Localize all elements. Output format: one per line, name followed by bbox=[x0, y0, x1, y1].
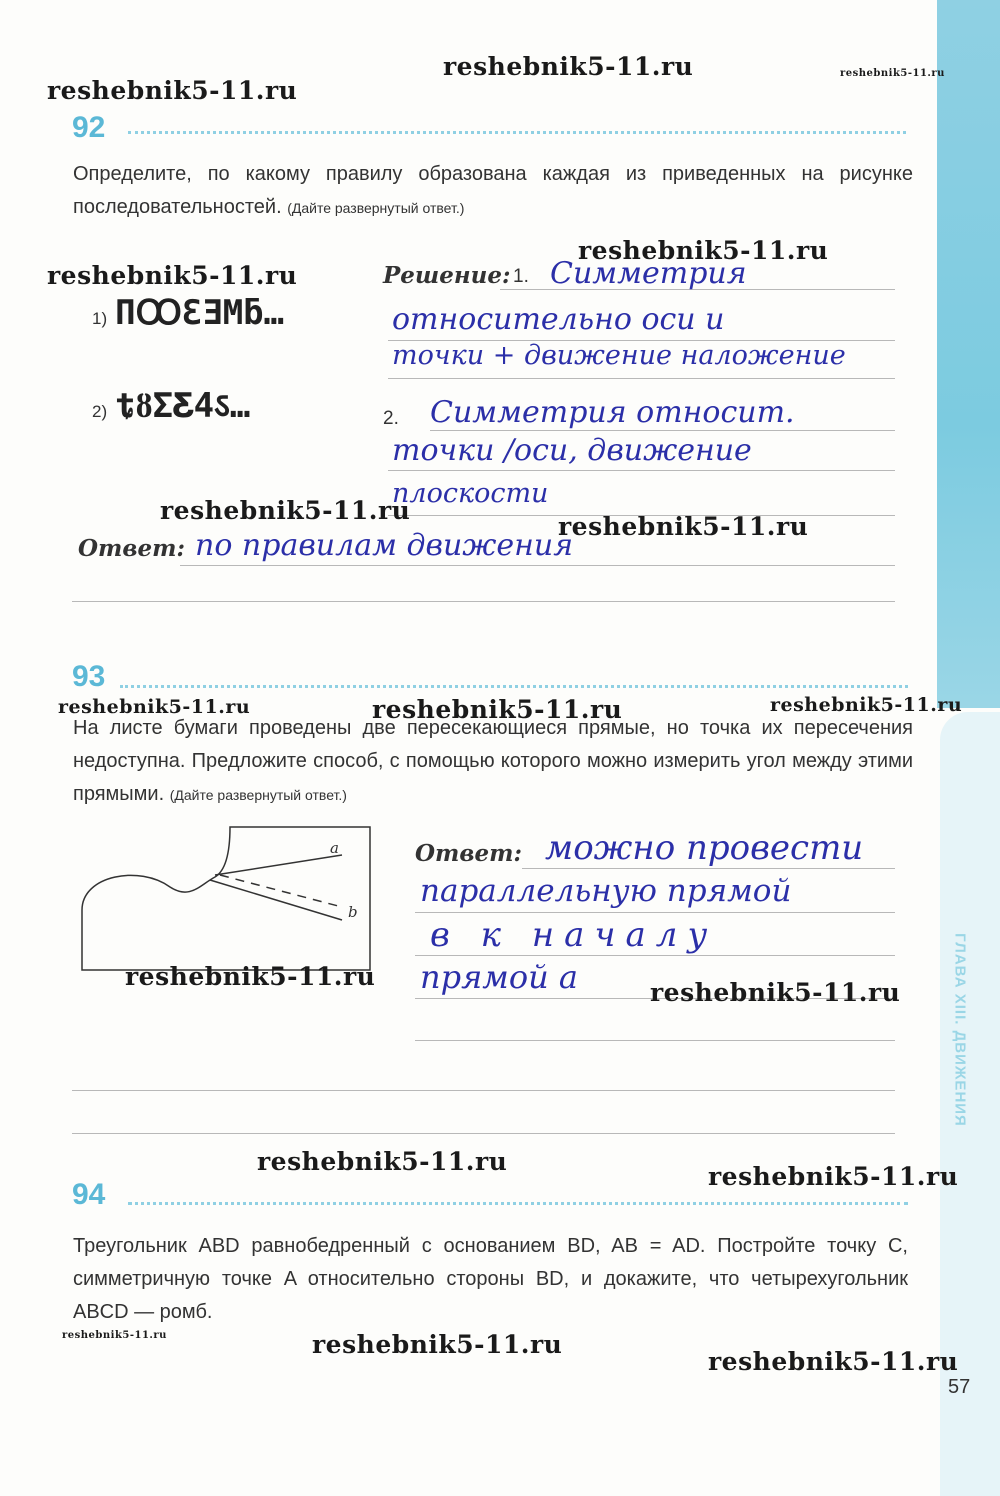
answer-line bbox=[415, 1040, 895, 1041]
handwriting-line: параллельную прямой bbox=[420, 873, 792, 909]
watermark: reshebnik5-11.ru bbox=[47, 76, 298, 105]
answer-label-92: Ответ: bbox=[78, 535, 185, 562]
watermark: reshebnik5-11.ru bbox=[58, 696, 251, 718]
handwriting-line: прямой а bbox=[420, 958, 578, 996]
solution-label: Решение: bbox=[383, 262, 511, 289]
watermark: reshebnik5-11.ru bbox=[160, 496, 411, 525]
answer-line bbox=[72, 1090, 895, 1091]
watermark: reshebnik5-11.ru bbox=[443, 52, 694, 81]
answer-line bbox=[388, 470, 895, 471]
side-tab-decoration bbox=[937, 0, 1000, 708]
dotted-separator bbox=[128, 1202, 908, 1205]
item-1-number: 1. bbox=[513, 266, 529, 287]
handwriting-line: точки /оси, движение bbox=[392, 433, 752, 468]
handwriting-line: относительно оси и bbox=[392, 302, 725, 337]
answer-line bbox=[430, 430, 895, 431]
handwriting-line: в к началу bbox=[430, 915, 718, 955]
label-b: b bbox=[348, 903, 358, 921]
sequence-2: 2) ȶȣƩƸ4ऽ… bbox=[92, 386, 251, 426]
watermark: reshebnik5-11.ru bbox=[840, 68, 945, 79]
answer-line bbox=[522, 868, 895, 869]
handwriting-line: точки + движение наложение bbox=[392, 340, 846, 371]
answer-handwriting-92: по правилам движения bbox=[195, 528, 574, 563]
watermark: reshebnik5-11.ru bbox=[62, 1330, 167, 1341]
line-b bbox=[210, 880, 342, 920]
answer-line bbox=[72, 1133, 895, 1134]
watermark: reshebnik5-11.ru bbox=[578, 236, 829, 265]
watermark: reshebnik5-11.ru bbox=[558, 512, 809, 541]
handwriting-line: Симметрия относит. bbox=[430, 395, 795, 430]
task-number-93: 93 bbox=[72, 660, 106, 693]
task-number-92: 92 bbox=[72, 111, 106, 144]
task-94-text: Треугольник ABD равнобедренный с основанием BD, AB = AD. Постройте точку C, симметричную точке A относительно стороны BD, и докажите, что четырехугольник ABCD — ромб. bbox=[73, 1235, 908, 1323]
task-93-text: На листе бумаги проведены две пересекающиеся прямые, но точка их пересечения недоступна. Предложите способ, с помощью которого можно измерить угол между этими прямыми. (Дайте развернутый ответ.) bbox=[73, 717, 913, 805]
sequence-1: 1) ПꝎƐƎMƃ… bbox=[92, 293, 285, 333]
answer-line bbox=[415, 955, 895, 956]
dotted-separator bbox=[120, 685, 908, 688]
watermark: reshebnik5-11.ru bbox=[257, 1147, 508, 1176]
task-92-text: Определите, по какому правилу образована каждая из приведенных на рисунке последовательностей. (Дайте развернутый ответ.) bbox=[73, 163, 913, 218]
handwriting-line: плоскости bbox=[392, 478, 549, 509]
chapter-label: ГЛАВА XIII. ДВИЖЕНИЯ bbox=[951, 933, 969, 1127]
task-number-94: 94 bbox=[72, 1178, 106, 1211]
page-number: 57 bbox=[948, 1376, 971, 1398]
label-a: a bbox=[330, 839, 339, 857]
watermark: reshebnik5-11.ru bbox=[708, 1347, 959, 1376]
paper-outline bbox=[82, 827, 370, 970]
line-a bbox=[215, 855, 342, 875]
watermark: reshebnik5-11.ru bbox=[770, 694, 963, 716]
answer-label-93: Ответ: bbox=[415, 840, 522, 867]
item-2-number: 2. bbox=[383, 408, 399, 429]
answer-line bbox=[388, 378, 895, 379]
watermark: reshebnik5-11.ru bbox=[47, 261, 298, 290]
handwriting-line: Симметрия bbox=[550, 256, 747, 291]
watermark: reshebnik5-11.ru bbox=[372, 695, 623, 724]
answer-line bbox=[415, 912, 895, 913]
answer-line bbox=[180, 565, 895, 566]
answer-line bbox=[72, 601, 895, 602]
watermark: reshebnik5-11.ru bbox=[650, 978, 901, 1007]
figure-intersecting-lines bbox=[80, 825, 375, 975]
watermark: reshebnik5-11.ru bbox=[708, 1162, 959, 1191]
dotted-separator bbox=[128, 131, 906, 134]
watermark: reshebnik5-11.ru bbox=[125, 962, 376, 991]
handwriting-line: можно провести bbox=[545, 828, 864, 868]
watermark: reshebnik5-11.ru bbox=[312, 1330, 563, 1359]
